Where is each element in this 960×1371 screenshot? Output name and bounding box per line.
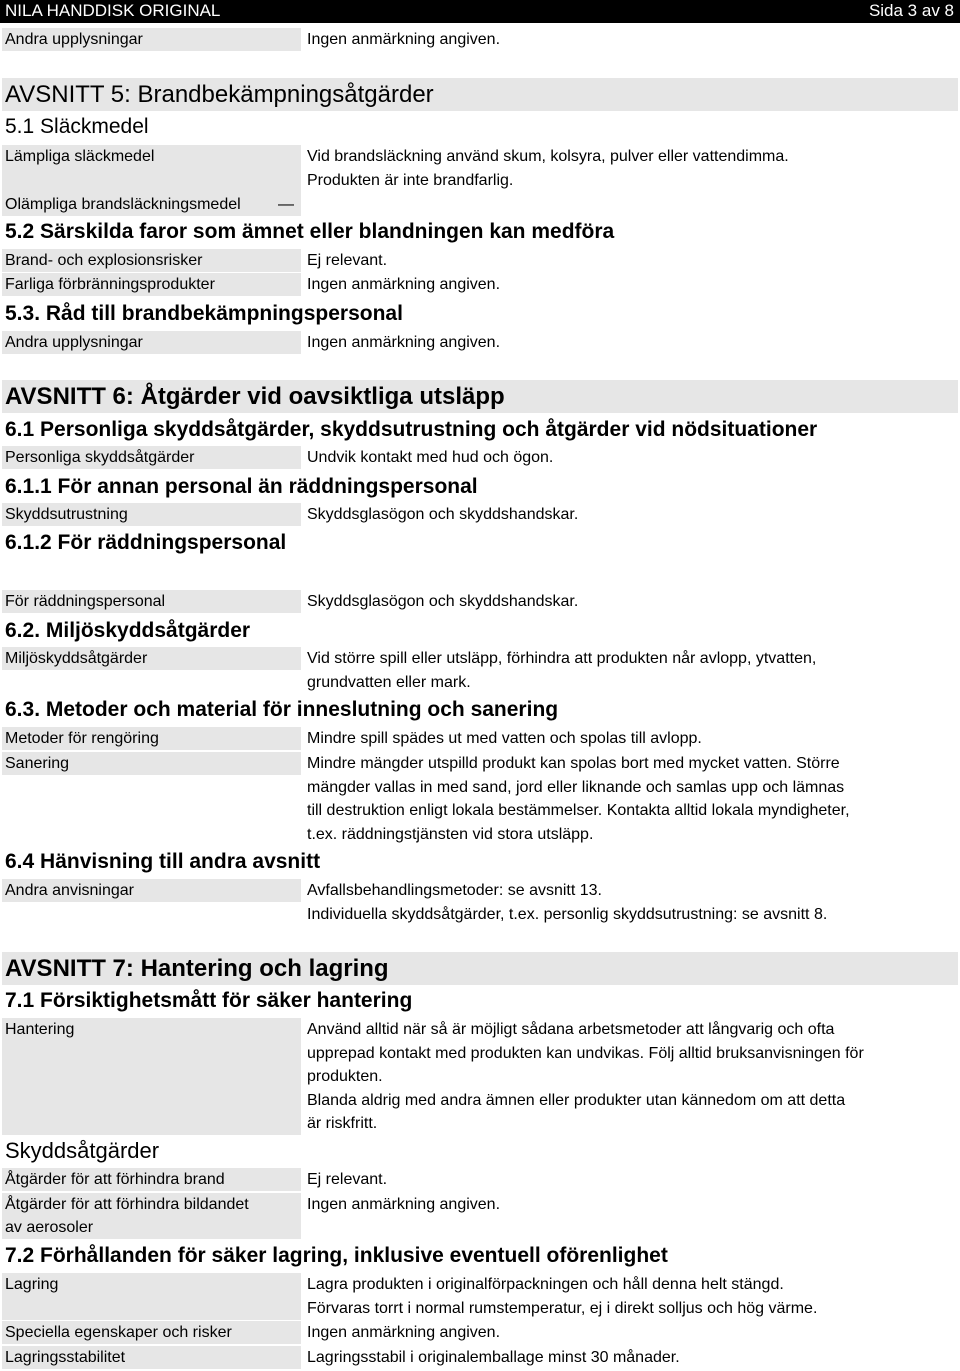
subsection-heading: 5.2 Särskilda faror som ämnet eller blandningen kan medföra: [5, 220, 615, 243]
field-value: Skyddsglasögon och skyddshandskar.: [307, 593, 579, 610]
field-value: Avfallsbehandlingsmetoder: se avsnitt 13. Individuella skyddsåtgärder, t.ex. personlig skyddsutrustning: se avsnitt 8.: [307, 882, 828, 923]
field-label: Olämpliga brandsläckningsmedel: [2, 193, 301, 216]
field-label: Åtgärder för att förhindra bildandet av aerosoler: [2, 1193, 301, 1239]
field-label: För räddningspersonal: [2, 590, 301, 613]
field-label: Andra upplysningar: [2, 28, 301, 51]
field-value: Ingen anmärkning angiven.: [307, 276, 501, 293]
subsection-heading: 6.2. Miljöskyddsåtgärder: [5, 619, 251, 642]
subsection-heading: 6.1.2 För räddningspersonal: [5, 531, 287, 554]
field-label: Åtgärder för att förhindra brand: [2, 1168, 301, 1191]
field-value: Mindre spill spädes ut med vatten och spolas till avlopp.: [307, 730, 702, 747]
field-label: Brand- och explosionsrisker: [2, 249, 301, 272]
field-label: Miljöskyddsåtgärder: [2, 647, 301, 670]
field-value: Ej relevant.: [307, 252, 388, 269]
field-value: Ingen anmärkning angiven.: [307, 31, 501, 48]
subsection-heading: 6.3. Metoder och material för inneslutning och sanering: [5, 698, 559, 721]
section-heading-6: AVSNITT 6: Åtgärder vid oavsiktliga utsläpp: [2, 380, 958, 413]
field-value: Ingen anmärkning angiven.: [307, 334, 501, 351]
field-label: Personliga skyddsåtgärder: [2, 446, 301, 469]
field-value: Skyddsglasögon och skyddshandskar.: [307, 506, 579, 523]
field-value: Ingen anmärkning angiven.: [307, 1196, 501, 1213]
subsection-heading: 6.1 Personliga skyddsåtgärder, skyddsutrustning och åtgärder vid nödsituationer: [5, 418, 818, 441]
field-value: Lagringsstabil i originalemballage minst 30 månader.: [307, 1349, 680, 1366]
subsection-heading: Skyddsåtgärder: [5, 1138, 160, 1163]
section-heading-5: AVSNITT 5: Brandbekämpningsåtgärder: [2, 78, 958, 111]
field-label: Metoder för rengöring: [2, 727, 301, 750]
section-heading-7: AVSNITT 7: Hantering och lagring: [2, 952, 958, 985]
page-header: [0, 0, 960, 23]
field-label: Lagringsstabilitet: [2, 1346, 301, 1369]
field-value: Använd alltid när så är möjligt sådana arbetsmetoder att långvarig och ofta upprepad kontakt med produkten kan undvikas. Följ alltid bruksanvisningen för produkten. Blanda aldrig med andra ämnen eller produkter utan kännedom om att detta är riskfritt.: [307, 1021, 864, 1132]
page-number: Sida 3 av 8: [868, 1, 954, 20]
field-value: Mindre mängder utspilld produkt kan spolas bort med mycket vatten. Större mängder vallas in med sand, jord eller liknande och samlas upp och lämnas till destruktion enligt lokala bestämmelser. Kontakta alltid lokala myndigheter, t.ex. räddningstjänsten vid stora utsläpp.: [307, 755, 850, 843]
field-label: Andra upplysningar: [2, 331, 301, 354]
subsection-heading: 5.3. Råd till brandbekämpningspersonal: [5, 302, 403, 325]
field-label: Andra anvisningar: [2, 879, 301, 902]
subsection-heading: 6.1.1 För annan personal än räddningspersonal: [5, 475, 478, 498]
field-value: Lagra produkten i originalförpackningen och håll denna helt stängd. Förvaras torrt i normal rumstemperatur, ej i direkt solljus och hög värme.: [307, 1276, 818, 1317]
subsection-heading: 7.2 Förhållanden för säker lagring, inklusive eventuell oförenlighet: [5, 1244, 668, 1267]
field-label: Hantering: [2, 1018, 301, 1135]
field-value: —: [278, 196, 294, 213]
field-value: Ingen anmärkning angiven.: [307, 1324, 501, 1341]
field-label: Skyddsutrustning: [2, 503, 301, 526]
document-title: NILA HANDDISK ORIGINAL: [5, 1, 221, 20]
subsection-heading: 7.1 Försiktighetsmått för säker hantering: [5, 989, 413, 1012]
subsection-heading: 5.1 Släckmedel: [5, 115, 149, 138]
subsection-heading: 6.4 Hänvisning till andra avsnitt: [5, 850, 321, 873]
field-value: Ej relevant.: [307, 1171, 388, 1188]
field-label: Lagring: [2, 1273, 301, 1320]
field-value: Undvik kontakt med hud och ögon.: [307, 449, 554, 466]
field-label: Lämpliga släckmedel: [2, 145, 301, 193]
field-label: Farliga förbränningsprodukter: [2, 273, 301, 296]
field-label: Sanering: [2, 752, 301, 775]
field-value: Vid större spill eller utsläpp, förhindra att produkten når avlopp, ytvatten, grundvatten eller mark.: [307, 650, 817, 691]
field-label: Speciella egenskaper och risker: [2, 1321, 301, 1344]
field-value: Vid brandsläckning använd skum, kolsyra, pulver eller vattendimma. Produkten är inte brandfarlig.: [307, 148, 789, 189]
